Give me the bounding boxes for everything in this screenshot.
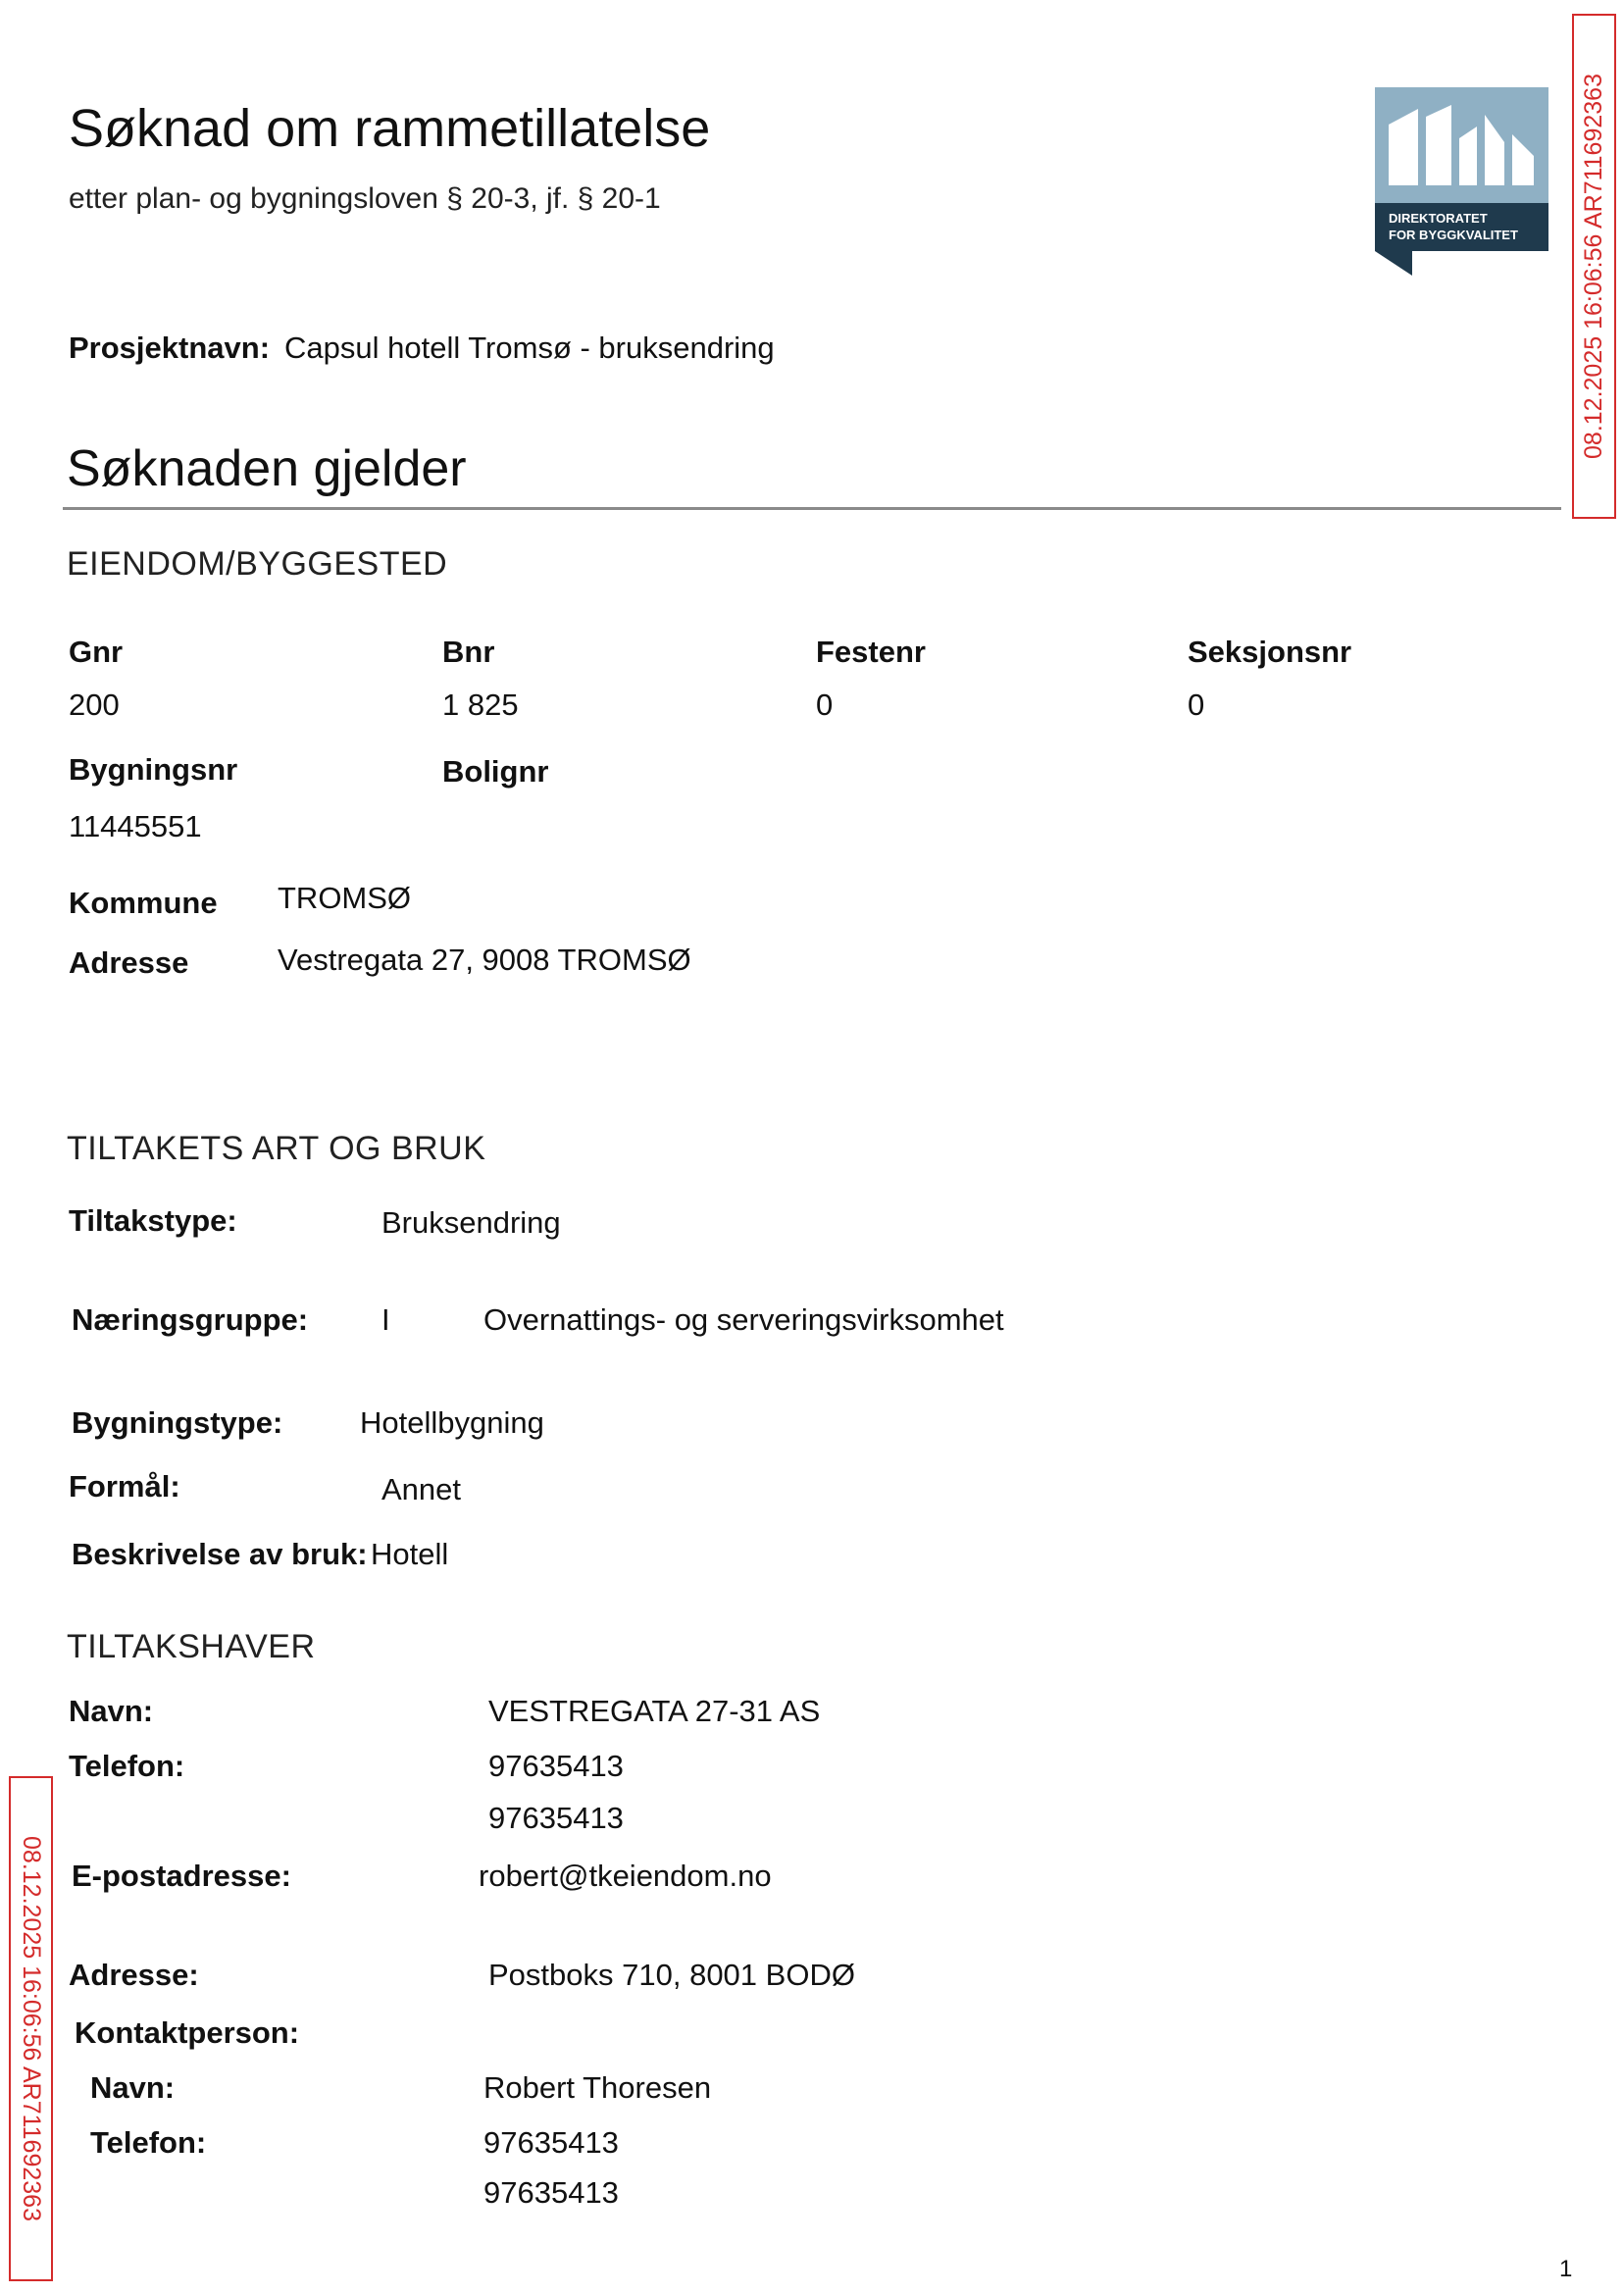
formal-label: Formål: [69,1469,180,1504]
tiltakshaver-adresse-label: Adresse: [69,1958,199,1992]
epost-value: robert@tkeiendom.no [479,1859,772,1893]
epost-label: E-postadresse: [72,1859,291,1893]
naeringsgruppe-value: Overnattings- og serveringsvirksomhet [483,1302,1004,1337]
project-name-label: Prosjektnavn: [69,331,271,365]
logo-text-line2: FOR BYGGKVALITET [1389,228,1518,242]
tiltakstype-label: Tiltakstype: [69,1203,237,1238]
tiltakshaver-telefon-value-1: 97635413 [488,1749,624,1783]
kontaktperson-label: Kontaktperson: [75,2015,300,2050]
adresse-value: Vestregata 27, 9008 TROMSØ [278,943,691,977]
tiltakshaver-adresse-value: Postboks 710, 8001 BODØ [488,1958,855,1992]
logo-text-line1: DIREKTORATET [1389,211,1488,226]
tiltakshaver-heading: TILTAKSHAVER [67,1628,316,1665]
page-number: 1 [1559,2256,1573,2282]
formal-value: Annet [381,1472,462,1506]
seksjonsnr-label: Seksjonsnr [1188,635,1352,669]
festenr-value: 0 [816,688,834,722]
tiltakstype-value: Bruksendring [381,1205,561,1240]
dibk-logo-icon [1375,87,1548,276]
archive-stamp-left [9,1776,53,2281]
gnr-label: Gnr [69,635,124,669]
kontakt-telefon-value-1: 97635413 [483,2125,619,2160]
archive-stamp-right [1572,14,1616,519]
seksjonsnr-value: 0 [1188,688,1205,722]
document-subtitle: etter plan- og bygningsloven § 20-3, jf. § 20-1 [69,182,661,215]
archive-stamp-right-text: 08.12.2025 16:06:56 AR711692363 [1580,74,1607,459]
festenr-label: Festenr [816,635,926,669]
archive-stamp-left-text: 08.12.2025 16:06:56 AR711692363 [18,1836,45,2221]
tiltak-heading: TILTAKETS ART OG BRUK [67,1130,486,1167]
kontakt-navn-value: Robert Thoresen [483,2070,712,2105]
section-divider [63,507,1561,510]
bygningsnr-value: 11445551 [69,809,202,843]
naeringsgruppe-code: I [381,1302,390,1337]
kontakt-telefon-label: Telefon: [90,2125,207,2160]
property-heading: EIENDOM/BYGGESTED [67,545,448,583]
kommune-value: TROMSØ [278,881,412,915]
gnr-value: 200 [69,688,120,722]
document-title: Søknad om rammetillatelse [69,99,711,158]
kommune-label: Kommune [69,886,218,920]
tiltakshaver-navn-label: Navn: [69,1694,154,1728]
kontakt-telefon-value-2: 97635413 [483,2175,619,2210]
tiltakshaver-navn-value: VESTREGATA 27-31 AS [488,1694,821,1728]
bygningsnr-label: Bygningsnr [69,752,238,787]
bolignr-label: Bolignr [442,754,549,789]
beskrivelse-value: Hotell [371,1537,449,1571]
bygningstype-value: Hotellbygning [360,1405,544,1440]
bnr-label: Bnr [442,635,495,669]
dibk-logo [1375,87,1548,276]
bygningstype-label: Bygningstype: [72,1405,283,1440]
project-name-value: Capsul hotell Tromsø - bruksendring [284,331,775,365]
adresse-label: Adresse [69,945,189,980]
section-title: Søknaden gjelder [67,440,467,497]
tiltakshaver-telefon-value-2: 97635413 [488,1801,624,1835]
naeringsgruppe-label: Næringsgruppe: [72,1302,309,1337]
beskrivelse-label: Beskrivelse av bruk: [72,1537,368,1571]
kontakt-navn-label: Navn: [90,2070,176,2105]
bnr-value: 1 825 [442,688,519,722]
tiltakshaver-telefon-label: Telefon: [69,1749,185,1783]
